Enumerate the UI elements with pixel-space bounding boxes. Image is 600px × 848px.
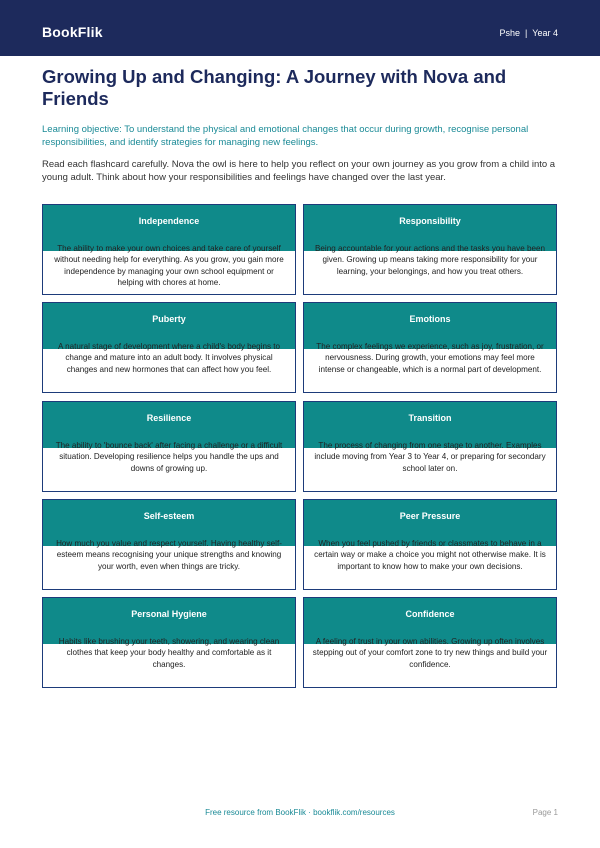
subject-meta bbox=[499, 28, 558, 38]
flashcard-text: A feeling of trust in your own abilities. Growing up often involves stepping out of your comfort zone to try new things and build your confidence. bbox=[312, 637, 548, 669]
flashcard-text: The ability to 'bounce back' after facing a challenge or a difficult situation. Developing resilience helps you handle the ups and downs of growing up. bbox=[55, 441, 283, 473]
footer-link[interactable]: Free resource from BookFlik · bookflik.com/resources bbox=[205, 808, 395, 817]
flashcard-text: The ability to make your own choices and take care of yourself without needing help for everything. As you grow, you gain more independence by managing your own school equipment or helping with chores at home. bbox=[54, 244, 284, 288]
flashcard bbox=[303, 302, 557, 393]
flashcard-title: Independence bbox=[138, 216, 200, 226]
flashcard-title: Emotions bbox=[409, 314, 451, 324]
flashcard bbox=[42, 401, 296, 492]
flashcard-text: The process of changing from one stage to another. Examples include moving from Year 3 to Year 4, or preparing for secondary school later on. bbox=[314, 441, 546, 473]
flashcard-title: Puberty bbox=[152, 314, 186, 324]
flashcard-title: Self-esteem bbox=[143, 511, 195, 521]
flashcard-text: Being accountable for your actions and the tasks you have been given. Growing up means taking more responsibility for your learning, your belongings, and how you treat others. bbox=[315, 244, 545, 276]
flashcard-title: Personal Hygiene bbox=[131, 609, 207, 619]
flashcard-text: When you feel pushed by friends or classmates to behave in a certain way or make a choice you might not otherwise make. It is important to know how to make your own decisions. bbox=[314, 539, 546, 571]
flashcard bbox=[42, 302, 296, 393]
brand-logo[interactable]: BookFlik bbox=[42, 24, 103, 40]
year-label: Year 4 bbox=[532, 28, 558, 38]
page-title: Growing Up and Changing: A Journey with Nova and Friends bbox=[42, 66, 507, 109]
subject-label: Pshe bbox=[499, 28, 520, 38]
intro-text: Read each flashcard carefully. Nova the owl is here to help you reflect on your own journey as you grow from a child into a young adult. Think about how your responsibilities and feelings have changed over the last year. bbox=[42, 159, 556, 183]
flashcard bbox=[42, 204, 296, 295]
flashcard-text: The complex feelings we experience, such as joy, frustration, or nervousness. During growth, your emotions may feel more intense or changeable, which is a normal part of development. bbox=[316, 342, 544, 374]
flashcard bbox=[42, 499, 296, 590]
header-bar bbox=[0, 0, 600, 56]
learning-objective: Learning objective: To understand the physical and emotional changes that occur during growth, recognise personal responsibilities, and identify strategies for managing new feelings. bbox=[42, 124, 529, 148]
flashcard-title: Responsibility bbox=[399, 216, 461, 226]
flashcard-text: Habits like brushing your teeth, showering, and wearing clean clothes that keep your body healthy and comfortable as it changes. bbox=[58, 637, 280, 669]
flashcard-text: A natural stage of development where a child's body begins to change and mature into an adult body. It involves physical changes and new hormones that can affect how you feel. bbox=[57, 342, 281, 374]
flashcard bbox=[303, 204, 557, 295]
meta-separator: | bbox=[524, 28, 528, 38]
flashcard bbox=[42, 597, 296, 688]
page-number: Page 1 bbox=[532, 808, 558, 817]
flashcard-title: Confidence bbox=[405, 609, 455, 619]
flashcard-text: How much you value and respect yourself. Having healthy self-esteem means recognising your unique strengths and knowing your worth, even when things are tricky. bbox=[56, 539, 282, 571]
flashcard bbox=[303, 499, 557, 590]
flashcard bbox=[303, 401, 557, 492]
flashcard bbox=[303, 597, 557, 688]
flashcard-title: Resilience bbox=[146, 413, 192, 423]
flashcard-title: Transition bbox=[408, 413, 452, 423]
flashcard-title: Peer Pressure bbox=[399, 511, 461, 521]
